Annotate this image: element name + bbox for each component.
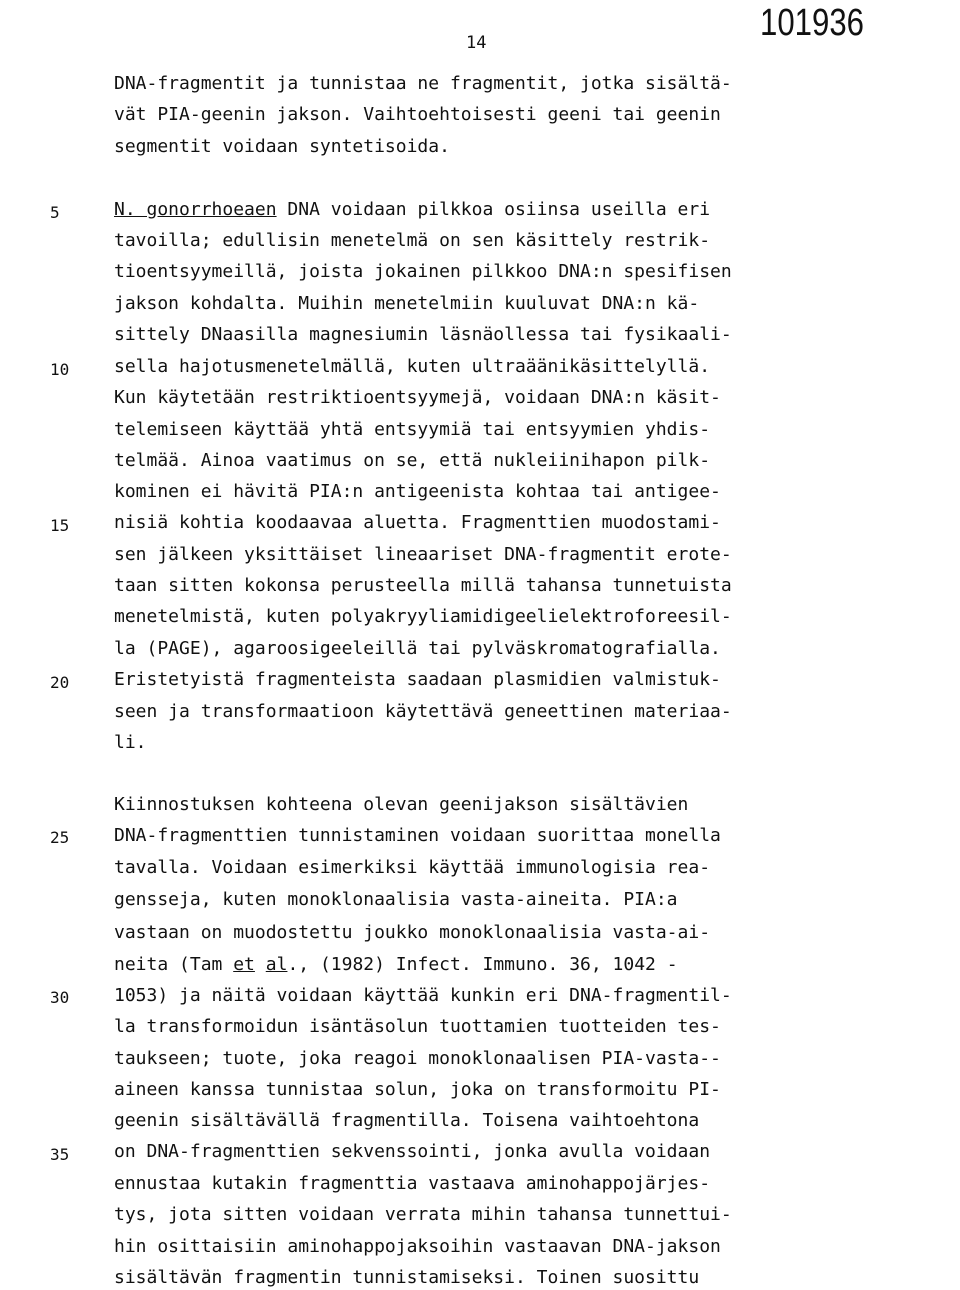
text-line: on DNA-fragmenttien sekvenssointi, jonka avulla voidaan [114,1141,711,1162]
text-line: sella hajotusmenetelmällä, kuten ultraäänikäsittelyllä. [114,356,711,377]
line-number: 15 [50,516,70,535]
text-line: ennustaa kutakin fragmenttia vastaava aminohappojärjes- [114,1173,711,1194]
line-number: 35 [50,1145,70,1164]
text-line: hin osittaisiin aminohappojaksoihin vastaavan DNA-jakson [114,1236,721,1257]
text-line: Kiinnostuksen kohteena olevan geenijakson sisältävien [114,794,689,815]
text-line: Eristetyistä fragmenteista saadaan plasmidien valmistuk- [114,669,721,690]
text-line: aineen kanssa tunnistaa solun, joka on transformoitu PI- [114,1079,721,1100]
text-line: la transformoidun isäntäsolun tuottamien tuotteiden tes- [114,1016,721,1037]
text-line: vastaan on muodostettu joukko monoklonaalisia vasta-ai- [114,922,711,943]
text-line: jakson kohdalta. Muihin menetelmiin kuuluvat DNA:n kä- [114,293,700,314]
text-line: kominen ei hävitä PIA:n antigeenista kohtaa tai antigee- [114,481,721,502]
text-line: vät PIA-geenin jakson. Vaihtoehtoisesti geeni tai geenin [114,104,721,125]
text-line: la (PAGE), agaroosigeeleillä tai pylväskromatografialla. [114,638,721,659]
text-line: tys, jota sitten voidaan verrata mihin tahansa tunnettui- [114,1204,732,1225]
text-line: Kun käytetään restriktioentsyymejä, voidaan DNA:n käsit- [114,387,721,408]
line-number: 5 [50,203,60,222]
text-line: sittely DNaasilla magnesiumin läsnäollessa tai fysikaali- [114,324,732,345]
species-name: N. gonorrhoeaen [114,199,277,220]
text-line: seen ja transformaatioon käytettävä geneettinen materiaa- [114,701,732,722]
text-line: telmää. Ainoa vaatimus on se, että nukleiinihapon pilk- [114,450,711,471]
line-number: 10 [50,360,70,379]
line-number: 25 [50,828,70,847]
text-line: sisältävän fragmentin tunnistamiseksi. Toinen suosittu [114,1267,700,1288]
text-line: tavalla. Voidaan esimerkiksi käyttää immunologisia rea- [114,857,711,878]
text-line: DNA-fragmenttien tunnistaminen voidaan suorittaa monella [114,825,721,846]
text-line: telemiseen käyttää yhtä entsyymiä tai entsyymien yhdis- [114,419,711,440]
text-line: geenin sisältävällä fragmentilla. Toisena vaihtoehtona [114,1110,700,1131]
document-number: 101936 [760,2,864,44]
text-line: neita (Tam et al., (1982) Infect. Immuno. 36, 1042 - [114,954,678,975]
text-line: 1053) ja näitä voidaan käyttää kunkin eri DNA-fragmentil- [114,985,732,1006]
text-line: tioentsyymeillä, joista jokainen pilkkoo DNA:n spesifisen [114,261,732,282]
text-line: DNA-fragmentit ja tunnistaa ne fragmentit, jotka sisältä- [114,73,732,94]
text-line: taan sitten kokonsa perusteella millä tahansa tunnetuista [114,575,732,596]
citation-al: al [265,954,288,975]
page-number: 14 [466,33,487,53]
text-line: menetelmistä, kuten polyakryyliamidigeelielektroforeesil- [114,606,732,627]
text-line: taukseen; tuote, joka reagoi monoklonaalisen PIA-vasta-- [114,1048,721,1069]
text-line: sen jälkeen yksittäiset lineaariset DNA-fragmentit erote- [114,544,732,565]
text-line: li. [114,732,147,753]
text-line: gensseja, kuten monoklonaalisia vasta-aineita. PIA:a [114,889,678,910]
text-line: segmentit voidaan syntetisoida. [114,136,450,157]
line-number: 30 [50,988,70,1007]
citation-et: et [233,954,255,975]
line-number: 20 [50,673,70,692]
text-line: nisiä kohtia koodaavaa aluetta. Fragmenttien muodostami- [114,512,721,533]
text-line: tavoilla; edullisin menetelmä on sen käsittely restrik- [114,230,711,251]
text-line: N. gonorrhoeaen DNA voidaan pilkkoa osiinsa useilla eri [114,199,711,220]
